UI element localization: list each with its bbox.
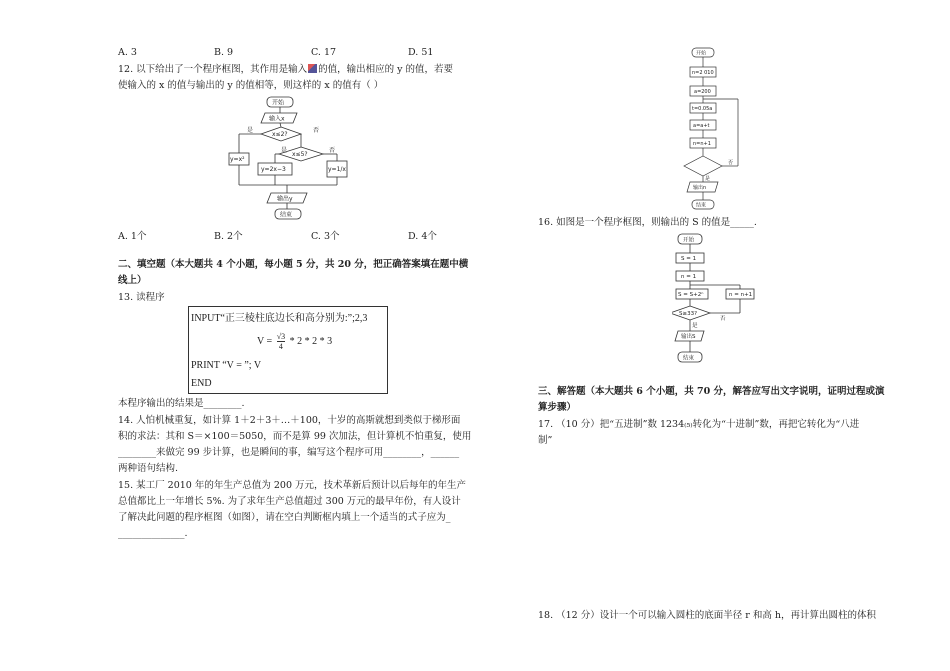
q15-flow-output: 输出n bbox=[693, 185, 707, 191]
q13-label: 13. 读程序 bbox=[118, 292, 165, 303]
q16-flowchart bbox=[672, 232, 772, 367]
q14-line4: 两种语句结构. bbox=[118, 463, 179, 474]
q15-flow-n2: n=n+1 bbox=[693, 141, 711, 147]
q13-code-line2 bbox=[257, 332, 332, 351]
q16-flow-output: 输出S bbox=[681, 334, 696, 340]
q12-line1 bbox=[118, 63, 453, 76]
q12-flow-output: 输出y bbox=[277, 195, 293, 203]
q15-flow-t: t=0.05a bbox=[692, 106, 713, 112]
q12-flow-f1: y=x² bbox=[230, 156, 245, 163]
q17-line1: 17. （10 分）把“五进制”数 1234₍₅₎转化为“十进制”数，再把它转化为“八进 bbox=[538, 419, 860, 430]
q12-flow-f2: y=2x−3 bbox=[261, 166, 286, 173]
q16-flow-n2: n = n+1 bbox=[729, 292, 753, 298]
q13-code-v: V = bbox=[257, 335, 273, 347]
q12-flow-end: 结束 bbox=[280, 211, 293, 219]
q13-code-line1: INPUT“正三棱柱底边长和高分别为:”;2,3 bbox=[191, 313, 368, 324]
q15-flow-yes: 是 bbox=[705, 176, 711, 182]
q15-flow-a: a=200 bbox=[694, 89, 711, 95]
q13-code-line4: END bbox=[191, 378, 212, 389]
q15-flowchart bbox=[682, 46, 752, 214]
q15-line2: 总值都比上一年增长 5%. 为了求年生产总值超过 300 万元的最早年份，有人设计 bbox=[118, 496, 461, 507]
q13-fraction bbox=[277, 332, 285, 351]
q16-flow-start: 开始 bbox=[683, 237, 695, 244]
q12-flow-input: 输入x bbox=[269, 115, 285, 123]
q12-flow-start: 开始 bbox=[272, 99, 285, 107]
q12-option-a: A. 1个 bbox=[118, 231, 147, 242]
q18-text: 18. （12 分）设计一个可以输入圆柱的底面半径 r 和高 h，再计算出圆柱的体积 bbox=[538, 610, 876, 621]
q12-flow-no2: 否 bbox=[329, 147, 336, 154]
q14-line3: ________来做完 99 步计算，也是瞬间的事，编写这个程序可用________，______ bbox=[118, 447, 460, 458]
q15-line4: ______________. bbox=[118, 528, 188, 539]
q16-flow-end: 结束 bbox=[683, 355, 695, 362]
q16-flow-n1: n = 1 bbox=[681, 274, 697, 280]
pencil-icon bbox=[308, 64, 317, 73]
section2-title-line1: 二、填空题（本大题共 4 个小题，每小题 5 分，共 20 分，把正确答案填在题中横 bbox=[118, 259, 469, 270]
q16-flow-cond: S≥33? bbox=[679, 311, 698, 317]
q16-flow-s2: S = S+2ⁿ bbox=[678, 292, 704, 298]
q15-line3: 了解决此问题的程序框图（如图），请在空白判断框内填上一个适当的式子应为_ bbox=[118, 512, 451, 523]
q12-line2: 使输入的 x 的值与输出的 y 的值相等，则这样的 x 的值有（ ） bbox=[118, 80, 384, 91]
q12-flow-cond2: x≤5? bbox=[292, 151, 308, 158]
q13-fraction-denominator: 4 bbox=[278, 342, 283, 351]
q12-option-b: B. 2个 bbox=[214, 231, 243, 242]
q12-flow-f3: y=1/x bbox=[328, 166, 346, 173]
q15-flow-end: 结束 bbox=[696, 202, 707, 209]
q11-option-b: B. 9 bbox=[214, 47, 234, 58]
q14-line2: 积的求法：其和 S＝×100＝5050，而不是算 99 次加法，但计算机不怕重复，使用 bbox=[118, 431, 472, 442]
q12-line1-b: 的值，输出相应的 y 的值，若要 bbox=[318, 64, 454, 75]
q11-option-c: C. 17 bbox=[311, 47, 337, 58]
q15-flow-no: 否 bbox=[728, 160, 734, 166]
q13-fraction-numerator: √3 bbox=[276, 332, 286, 341]
q16-flow-no: 否 bbox=[720, 316, 726, 322]
q15-flow-start: 开始 bbox=[696, 50, 707, 57]
q11-option-a: A. 3 bbox=[118, 47, 137, 58]
section3-title-line2: 算步骤） bbox=[538, 402, 577, 413]
section2-title-line2: 线上） bbox=[118, 275, 147, 286]
q12-option-c: C. 3个 bbox=[311, 231, 340, 242]
q14-line1: 14. 人怕机械重复，如计算 1＋2＋3＋…＋100，十岁的高斯就想到类似于梯形面 bbox=[118, 415, 461, 426]
q16-text: 16. 如图是一个程序框图，则输出的 S 的值是_____. bbox=[538, 217, 757, 228]
q12-line1-a: 12. 以下给出了一个程序框图，其作用是输入 bbox=[118, 64, 308, 75]
q15-flow-n: n=2 010 bbox=[692, 70, 714, 76]
q12-flow-yes2: 是 bbox=[281, 147, 288, 154]
q12-flow-no1: 否 bbox=[313, 127, 320, 134]
q13-code-box bbox=[188, 306, 388, 394]
q16-flow-s1: S = 1 bbox=[681, 256, 697, 262]
q13-after: 本程序输出的结果是________. bbox=[118, 398, 245, 409]
q16-flow-yes: 是 bbox=[692, 323, 698, 329]
q17-line2: 制” bbox=[538, 435, 553, 446]
q15-line1: 15. 某工厂 2010 年的年生产总值为 200 万元，技术革新后预计以后每年的年生产 bbox=[118, 480, 467, 491]
q13-code-product: * 2 * 2 * 3 bbox=[289, 335, 333, 347]
q13-code-line3: PRINT “V = ”; V bbox=[191, 360, 262, 371]
q12-flow-yes1: 是 bbox=[247, 127, 254, 134]
section3-title-line1: 三、解答题（本大题共 6 个小题，共 70 分，解答应写出文字说明，证明过程或演 bbox=[538, 386, 885, 397]
q12-flow-cond1: x≤2? bbox=[272, 131, 288, 138]
q12-option-d: D. 4个 bbox=[408, 231, 437, 242]
q11-option-d: D. 51 bbox=[408, 47, 434, 58]
q12-flowchart bbox=[225, 95, 360, 225]
q15-flow-a2: a=a+t bbox=[693, 123, 710, 129]
